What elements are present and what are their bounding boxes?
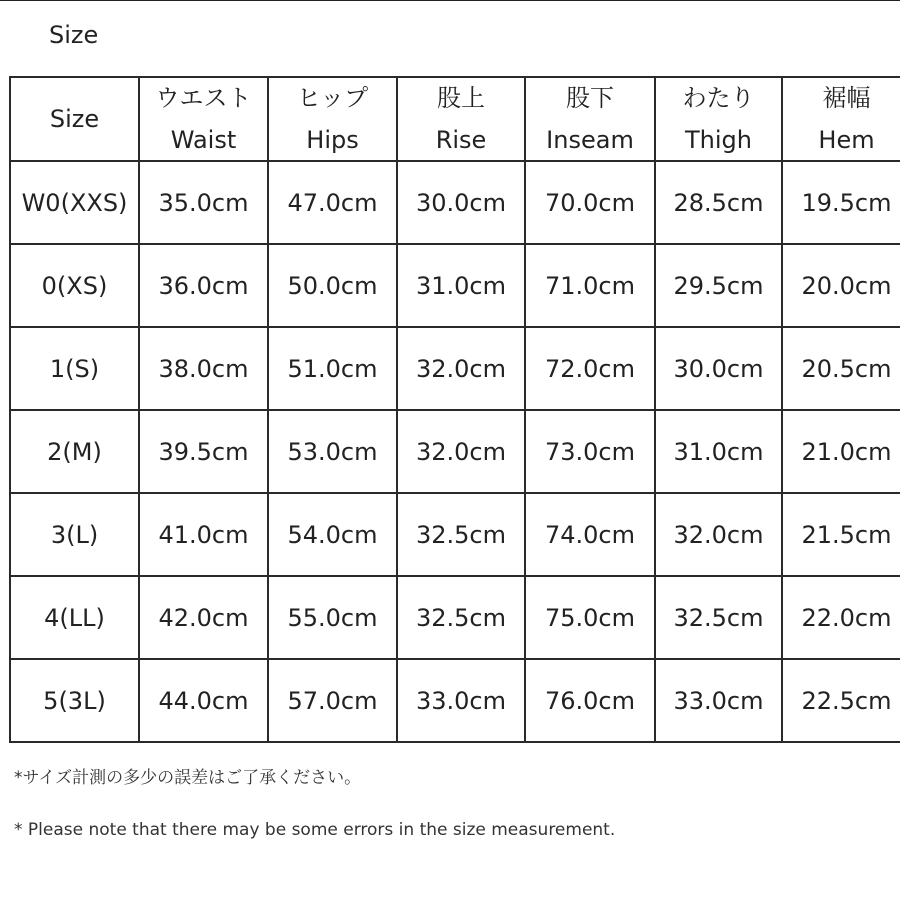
size-chart-table — [9, 76, 900, 743]
header-hem-jp: 裾幅 — [822, 84, 871, 112]
note-english: * Please note that there may be some errors in the size measurement. — [14, 820, 616, 840]
header-hips-en: Hips — [306, 126, 359, 154]
waist-cell: 41.0cm — [139, 493, 268, 576]
table-row — [10, 244, 900, 327]
waist-cell: 36.0cm — [139, 244, 268, 327]
thigh-cell: 32.0cm — [655, 493, 782, 576]
header-rise — [397, 77, 525, 161]
header-size-label: Size — [49, 105, 100, 133]
rise-cell: 31.0cm — [397, 244, 525, 327]
thigh-cell: 28.5cm — [655, 161, 782, 244]
inseam-cell: 76.0cm — [525, 659, 655, 742]
inseam-cell: 70.0cm — [525, 161, 655, 244]
inseam-cell: 72.0cm — [525, 327, 655, 410]
header-inseam — [525, 77, 655, 161]
note-japanese: *サイズ計測の多少の誤差はご了承ください。 — [14, 768, 362, 788]
hem-cell: 21.5cm — [782, 493, 900, 576]
header-rise-jp: 股上 — [437, 84, 485, 112]
hips-cell: 47.0cm — [268, 161, 397, 244]
header-waist — [139, 77, 268, 161]
header-hips — [268, 77, 397, 161]
rise-cell: 32.5cm — [397, 493, 525, 576]
thigh-cell: 32.5cm — [655, 576, 782, 659]
rise-cell: 30.0cm — [397, 161, 525, 244]
header-waist-en: Waist — [170, 126, 237, 154]
header-thigh-jp: わたり — [682, 84, 755, 112]
hips-cell: 53.0cm — [268, 410, 397, 493]
hips-cell: 57.0cm — [268, 659, 397, 742]
header-hem — [782, 77, 900, 161]
header-thigh — [655, 77, 782, 161]
size-cell: 2(M) — [10, 410, 139, 493]
table-row — [10, 161, 900, 244]
waist-cell: 39.5cm — [139, 410, 268, 493]
page-title: Size — [49, 21, 99, 49]
table-header-row — [10, 77, 900, 161]
waist-cell: 35.0cm — [139, 161, 268, 244]
hips-cell: 50.0cm — [268, 244, 397, 327]
waist-cell: 42.0cm — [139, 576, 268, 659]
rise-cell: 32.0cm — [397, 327, 525, 410]
thigh-cell: 31.0cm — [655, 410, 782, 493]
hem-cell: 21.0cm — [782, 410, 900, 493]
size-cell: 5(3L) — [10, 659, 139, 742]
inseam-cell: 75.0cm — [525, 576, 655, 659]
header-size — [10, 77, 139, 161]
header-inseam-en: Inseam — [546, 126, 634, 154]
hem-cell: 22.5cm — [782, 659, 900, 742]
header-waist-jp: ウエスト — [155, 84, 252, 112]
table-row — [10, 659, 900, 742]
header-thigh-en: Thigh — [685, 126, 752, 154]
hem-cell: 19.5cm — [782, 161, 900, 244]
hips-cell: 51.0cm — [268, 327, 397, 410]
rise-cell: 32.0cm — [397, 410, 525, 493]
table-row — [10, 576, 900, 659]
table-row — [10, 493, 900, 576]
thigh-cell: 33.0cm — [655, 659, 782, 742]
inseam-cell: 71.0cm — [525, 244, 655, 327]
hem-cell: 20.5cm — [782, 327, 900, 410]
hips-cell: 55.0cm — [268, 576, 397, 659]
top-divider — [0, 0, 900, 1]
hem-cell: 20.0cm — [782, 244, 900, 327]
table-row — [10, 410, 900, 493]
header-hem-en: Hem — [818, 126, 875, 154]
header-hips-jp: ヒップ — [296, 84, 369, 112]
inseam-cell: 74.0cm — [525, 493, 655, 576]
thigh-cell: 29.5cm — [655, 244, 782, 327]
hem-cell: 22.0cm — [782, 576, 900, 659]
size-cell: 1(S) — [10, 327, 139, 410]
header-rise-en: Rise — [435, 126, 487, 154]
rise-cell: 33.0cm — [397, 659, 525, 742]
size-cell: 4(LL) — [10, 576, 139, 659]
hips-cell: 54.0cm — [268, 493, 397, 576]
rise-cell: 32.5cm — [397, 576, 525, 659]
table-row — [10, 327, 900, 410]
size-cell: W0(XXS) — [10, 161, 139, 244]
waist-cell: 44.0cm — [139, 659, 268, 742]
size-cell: 0(XS) — [10, 244, 139, 327]
size-cell: 3(L) — [10, 493, 139, 576]
header-inseam-jp: 股下 — [566, 84, 614, 112]
thigh-cell: 30.0cm — [655, 327, 782, 410]
waist-cell: 38.0cm — [139, 327, 268, 410]
inseam-cell: 73.0cm — [525, 410, 655, 493]
